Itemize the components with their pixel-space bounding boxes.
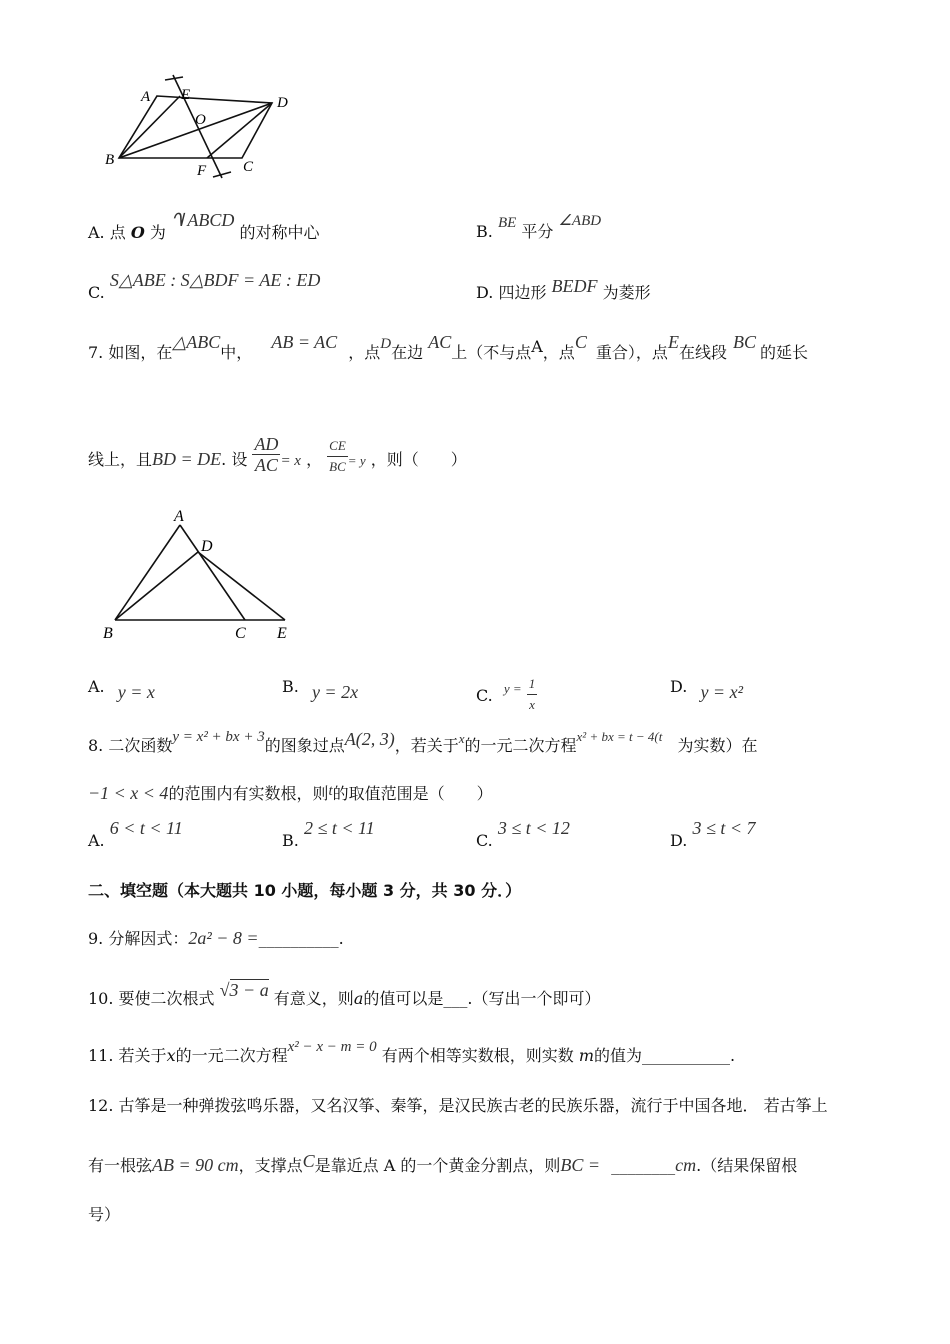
line-fd [207,103,272,158]
answer-blank: __________ [258,929,339,948]
q11: 11. 若关于x的一元二次方程x² − x − m = 0 有两个相等实数根，则实数 m的值为___________. [88,1039,736,1065]
q8-line2: −1 < x < 4的范围内有实数根，则t的取值范围是（ ） [88,783,493,803]
point-d: D [277,95,288,111]
answer-blank: ________ [611,1156,676,1175]
segment-ab [115,525,180,620]
q12-line3: 号） [88,1205,121,1224]
point-a: A [174,508,184,525]
segment-de [198,552,285,620]
fraction-one-over-x: $\frac{1}{x}$ [528,676,536,712]
q7-triangle-figure [95,505,300,645]
point-e: E [277,625,287,642]
q8-option-a[interactable]: A. 6 < t < 11 [88,818,183,850]
q7-option-a[interactable]: A. y = x [88,677,155,702]
q12-line1: 12. 古筝是一种弹拨弦鸣乐器，又名汉筝、秦筝，是汉民族古老的民族乐器，流行于中国各地． 若古筝上 [88,1096,828,1115]
q9: 9. 分解因式：2a² − 8 =__________. [88,928,344,948]
fraction-ad-ac: $\frac{AD}{AC}$ [254,434,279,475]
q7-line2: 线上，且BD = DE. 设 $\frac{AD}{AC}$ = x ， $\frac{CE}{BC}$ = y ，则（ ） [88,434,467,475]
q6-option-c[interactable]: C. S△ABE : S△BDF = AE : ED [88,270,321,302]
point-o: O [195,112,206,128]
q8-option-c[interactable]: C. 3 ≤ t < 12 [476,818,570,850]
point-b: B [103,625,113,642]
sqrt-expression: √3 − a [219,980,269,1000]
q12-line2: 有一根弦AB = 90 cm，支撑点C是靠近点 A 的一个黄金分割点，则BC = ________cm.（结果保留根 [88,1151,798,1175]
fraction-ce-bc: $\frac{CE}{BC}$ [329,438,346,474]
point-f: F [197,163,207,179]
point-b: B [105,152,115,168]
point-d: D [201,538,213,555]
section-heading: 二、填空题（本大题共 10 小题，每小题 3 分，共 30 分．） [88,881,522,900]
q7-option-d[interactable]: D. y = x² [670,677,743,702]
q6-option-a[interactable]: A. 点 O 为 ᗀ ABCD 的对称中心 [88,210,320,242]
point-e: E [181,87,191,103]
q8-option-d[interactable]: D. 3 ≤ t < 7 [670,818,756,850]
segment-bd [115,552,198,620]
q6-parallelogram-figure [95,65,305,190]
q6-option-b[interactable]: B. BE 平分 ∠ABD [476,213,602,241]
q8-line1: 8. 二次函数y = x² + bx + 3的图象过点A(2, 3)，若关于$^x$的一元二次方程$^{x^2 + bx = t - 4(t}$ 为实数）在 [88,729,758,755]
line-be [119,96,180,158]
q6-option-d[interactable]: D. 四边形 BEDF 为菱形 [476,276,651,302]
point-a: A [141,89,151,105]
q7-option-b[interactable]: B. y = 2x [282,677,359,702]
q7-option-c[interactable]: C. $^{y =}$ $\frac{1}{x}$ [476,676,537,717]
q7-line1: 7. 如图，在△ABC中， AB = AC ，点D在边 AC上（不与点A，点C 重合），点E在线段BC的延长 [88,332,808,362]
answer-blank: ___ [443,989,468,1008]
point-c: C [235,625,246,642]
point-c: C [243,159,254,175]
answer-blank: ___________ [642,1046,731,1065]
q10: 10. 要使二次根式 √3 − a 有意义，则a的值可以是___.（写出一个即可） [88,980,601,1008]
q8-option-b[interactable]: B. 2 ≤ t < 11 [282,818,375,850]
